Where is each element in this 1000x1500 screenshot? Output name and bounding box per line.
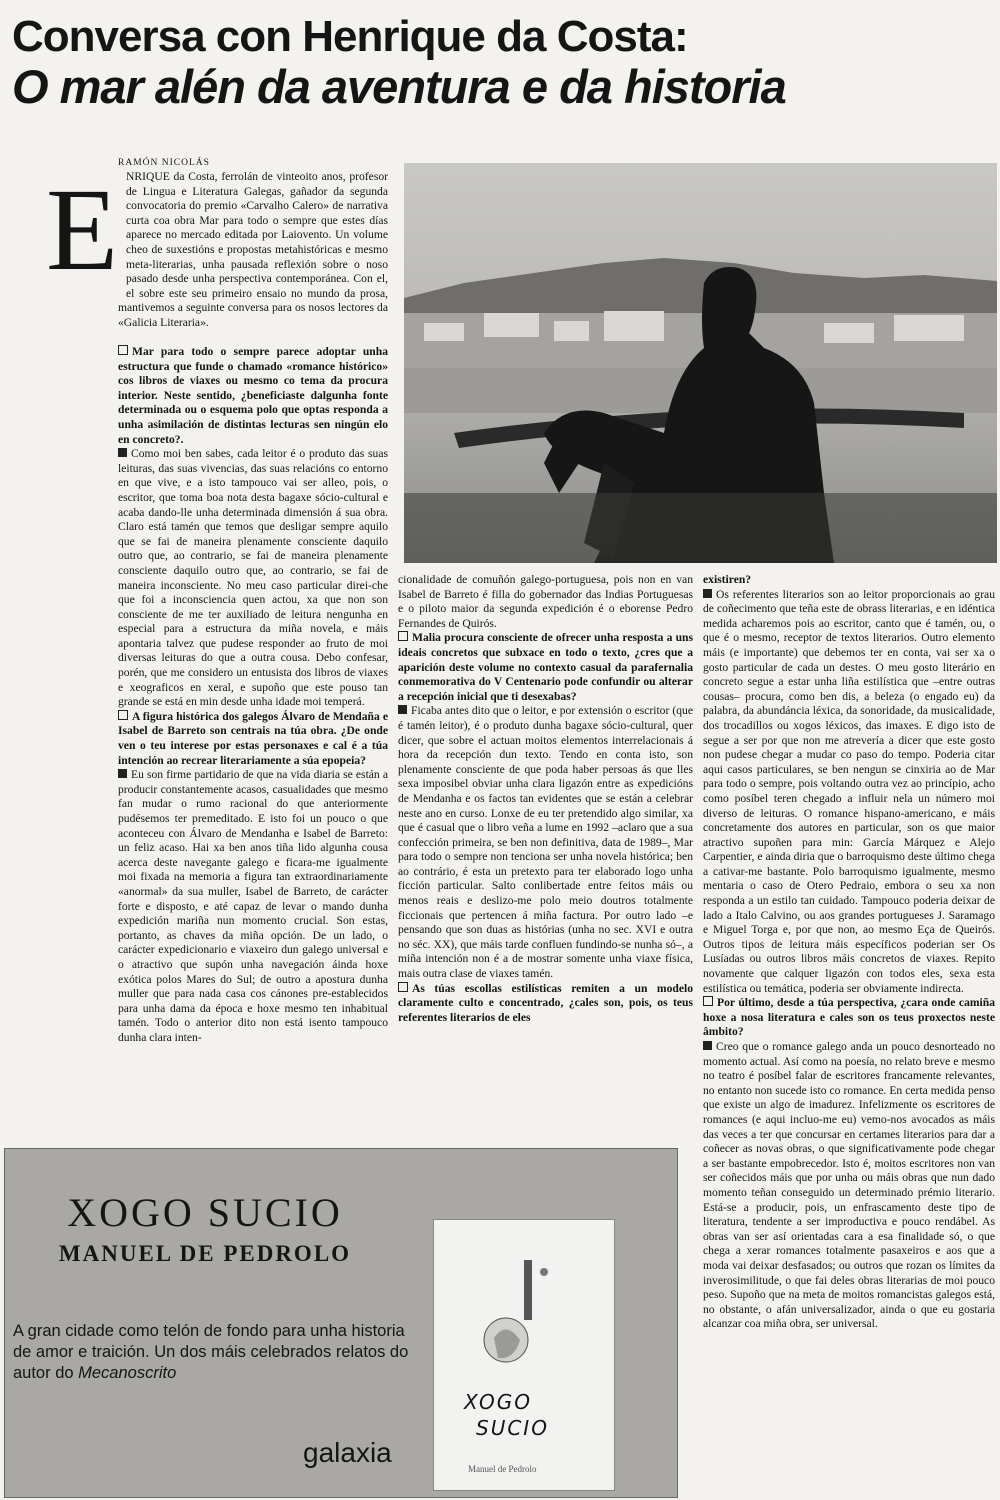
column-2 — [398, 573, 693, 1025]
book-cover — [433, 1219, 615, 1491]
column-3 — [703, 573, 995, 1332]
intro-paragraph: ENRIQUE da Costa, ferrolán de vinteoito anos, profesor de Lingua e Literatura Galegas, gañador da segunda convocatoria do premio «Carvalho Calero» de narrativa curta coa obra Mar para todo o sempre que estes días aparece no mercado editada por Laiovento. Un volume cheo de suxestións e propostas metahistóricas e mesmo meta-literarias, unha pausada reflexión sobre o noso pasado desde unha perspectiva contemporánea. Con el, el sobre este seu primeiro ensaio no mundo da prosa, mantivemos a seguinte conversa para os nosos lectores da «Galicia Literaria». — [46, 164, 388, 329]
column-1 — [46, 164, 388, 331]
answer-5: Creo que o romance galego anda un pouco desnorteado no momento actual. Así como na poesía, no relato breve e mesmo no teatro é posíbel falar de escritores francamente relevantes, no entanto non sucede isto co romance. En certa medida penso que existe un algo de imadurez. Infelizmente os escritores de romances (e aqui incluo-me eu) vemo-nos avocados as máis das veces a ter que concursar en certames literarios para dar a coñecer as novas obras, o que significativamente pode chegar a ser bastante empobrecedor. Isto é, moitos escritores non van ser coñecidos máis que por unha ou máis obras que nun dado momento teñan conseguido un determinado prémio literario. Está-se a producir, pois, un enfrascamento deste tipo de literatura, tendente a ser improductiva e pouco rendábel. As obras van ser así orientadas cara a esa finalidade só, o que chega a xerar romances totalmente pasaxeiros e aos que a moda vai deixar desfasados; ou outros que rozan os límites da inverosimilitude, o que fai deles obras literarias de moi pouco peso. Supoño que na meta de moitos romancistas galegos está, no obstante, o afán universalizador, ainda o que eu gostaria alcanzar coa miña obra, ser universal. — [703, 1040, 995, 1331]
answer-box-icon — [703, 589, 712, 598]
answer-box-icon — [703, 1041, 712, 1050]
question-5: Por último, desde a túa perspectiva, ¿cara onde camiña hoxe a nosa literatura e cales son os teus proxectos neste âmbito? — [703, 996, 995, 1039]
portrait-photo — [404, 163, 997, 563]
answer-box-icon — [118, 769, 127, 778]
question-4-continued: existiren? — [703, 573, 752, 586]
silhouette-photo-icon — [404, 163, 997, 563]
question-4: As túas escollas estilísticas remiten a un modelo claramente culto e concentrado, ¿cales son, pois, os teus referentes literarios de eles — [398, 981, 693, 1024]
answer-4: Os referentes literarios son ao leitor proporcionais ao grau de coñecimento que teña este de obrass literarias, e en idéntica medida acharemos pois ao escritor, canto que é tamén, ou, o que é o mesmo, receptor de textos literarios. Outro elemento máis (e importante) que debemos ter en conta, vai ser xa o gosto particular de cada un destes. O meu gosto literário en concreto segue a estar unha liña estilística que –entre outras cousas– procura, como ben dis, a beleza (o engado eu) da palabra, da abundáncia léxica, da sonoridade, da musicalidade, dos trocadillos ou xogos léxicos, das imaxes. E digo isto de segue a ser por que non me atrevería a dicer que este gosto non pudese chegar a mudar co paso do tempo. Poderia citar aqui casos particulares, se ben nengun se cinxiria ao de Mar para todo o sempre, pois voltando outra vez ao princípio, acho como posíbel teren chegado a influir nela un número moi diverso de leituras. O romance hispano-americano, e máis concretamente dos autores en particular, son os que maior atractivo supoñen para min: García Márquez e Alejo Carpentier, e ainda diria que o barroquismo deste último chega a cativar-me bastante. Polo barroquismo igualmente, mesmo mentaria o caso de Otero Pedraio, embora o seu xa non responda a un estilo tan cuidado. Tampouco poderia deixar de lado a Italo Calvino, ou aos grandes portugueses J. Saramago e Miguel Torga e, por que non, ao mesmo Eça de Queirós. Outros tipos de leitura máis específicos poderian ser Os Lusíadas ou outros libros máis concretos de viaxes. Repito novamente que calquer ligazón con todos eles, sexa esta estilística ou temática, poderia ser obviamente indirecta. — [703, 587, 995, 995]
answer-2: Eu son firme partidario de que na vida diaria se están a producir constantemente acasos, casualidades que mesmo fan mudar o rumo racional do que anteriormente pudésemos ter premeditado. E isto foi un pouco o que aconteceu con Álvaro de Mendanha e Isabel de Barreto: un feliz acaso. Hai xa ben anos tiña lido algunha cousa acerca deste navegante galego e ficara-me igualmente moi fixada na memoria a figura tan extraordinariamente «anormal» da sua muller, Isabel de Barreto, de carácter forte e disposto, e até capaz de levar o mando dunha expedición mariña nun momento crucial. Son estas, portanto, as chaves da miña opción. De un lado, o carácter expedicionario e viaxeiro dun galego universal e o atractivo que supón unha navegación áinda hoxe exótica polos Mares do Sul; de outro a apostura dunha muller que para nada casa cos cánones pre-establecidos para unha dama da época e hoxe mesmo ten inhabitual tamén. Todo o anterior dito non está isento tampouco dunha clara inten- — [118, 768, 388, 1044]
question-2: A figura histórica dos galegos Álvaro de Mendaña e Isabel de Barreto son centrais na túa obra. ¿De onde ven o teu interese por estas personaxes e cal é a túa intención ao recrear literariamente a súa epopeia? — [118, 709, 388, 767]
question-box-icon — [398, 631, 408, 641]
drop-cap: E — [46, 164, 119, 295]
headline — [12, 12, 988, 112]
question-box-icon — [118, 710, 128, 720]
ad-author: MANUEL DE PEDROLO — [58, 1241, 352, 1266]
book-advertisement — [4, 1148, 678, 1498]
headline-title: Conversa con Henrique da Costa: — [12, 12, 688, 61]
answer-box-icon — [398, 705, 407, 714]
answer-2-continued: cionalidade de comuñón galego-portuguesa, pois non en van Isabel de Barreto é filla do gobernador das Indias Portuguesas e o piloto maior da segunda expedición é o eborense Pedro Fernandes de Quirós. — [398, 573, 693, 630]
byline: RAMÓN NICOLÁS — [118, 158, 210, 168]
answer-3: Ficaba antes dito que o leitor, e por extensión o escritor (que é tamén leitor), é o produto dunha bagaxe sócio-cultural, quer dicer, que sobre el actuan moitos elementos interrelacionais á hora da recepción dun texto. Tendo en conta isto, son plenamente consciente de que poda haber persoas ás que lles sexa imposibel obviar unha clara ligazón entre as expedicións de Mendanha e os factos tan evidentes que se están a celebrar neste ano en curso. Lonxe de eu ter pretendido algo similar, xa que é casual que o libro veña a lume en 1992 –aclaro que a sua confección primeira, se ben non definitiva, data de 1989–, Mar para todo o sempre non tenciona ser unha novela histórica; ben ao contrário, é esta un pretexto para ter elaborado logo unha ficción particular. Salto conlibertade entre feitos máis ou menos reais e deslizo-me polo meio doutros totalmente ficcionais que pertencen á miña factura. Por outro lado –e pensando que son duas as histórias (unha no sec. XVI e outra no séc. XX), que máis tarde confluen fundindo-se nunha só–, a miña intención non é a de mostrar somente unha viaxe física, mais outra clase de viaxes tamén. — [398, 704, 693, 981]
question-box-icon — [703, 996, 713, 1006]
question-3: Malia procura consciente de ofrecer unha resposta a uns ideais concretos que subxace en todo o texto, ¿cres que a aparición deste volume no contexto casual da parafernalia conmemorativa do V Centenario pode confundir ou alterar a recepción inicial que ti desexabas? — [398, 631, 693, 703]
ad-description: A gran cidade como telón de fondo para unha historia de amor e traición. Un dos máis celebrados relatos do autor do Mecanoscrito — [13, 1322, 409, 1382]
ad-title: XOGO SUCIO — [67, 1190, 343, 1235]
book-cover-title-1: XOGO — [464, 1390, 532, 1414]
question-1: Mar para todo o sempre parece adoptar unha estructura que funde o chamado «romance histórico» cos libros de viaxes ou mesmo co tema da procura interior. Neste sentido, ¿beneficiaste dalgunha fonte determinada ou o esquema polo que optas responda a unha asimilación de distintas lecturas sen ningún elo en concreto?. — [118, 345, 388, 446]
publisher-logo: galaxia — [303, 1437, 392, 1468]
column-1-lower — [118, 345, 388, 1046]
answer-box-icon — [118, 448, 127, 457]
book-cover-art-icon — [434, 1220, 614, 1490]
answer-1: Como moi ben sabes, cada leitor é o produto das suas leituras, das suas vivencias, das suas relacións co entorno en que vive, e a isto tampouco vai ser alleo, pois, o escritor, que toma boa nota desta bagaxe sócio-cultural e acaba dando-lle unha determinada dimensión á sua obra. Claro está tamén que temos que desligar sempre aquilo que se fai de maneira plenamente consciente daquilo outro que, ao contrario, se fai de maneira plenamente consciente daquilo outro que, ao contrario, se fai de maneira inconsciente. No meu caso particular direi-che que foi a inconsciencia quen actou, xa que non son consciente de me ter auxiliado de leitura nengunha en especial para a estructura da miña novela, e máis apontaria talvez que pudese responder ao fruto de moi diversas leituras do que a outra cousa. Debo confesar, porén, que me considero un entusista dos libros de viaxes e xeograficos en xeral, e supoño que este pouso tan grande se está en min desde unha idade moi temperá. — [118, 447, 388, 709]
question-box-icon — [398, 982, 408, 992]
book-cover-author: Manuel de Pedrolo — [468, 1464, 537, 1474]
question-box-icon — [118, 345, 128, 355]
book-cover-title-2: SUCIO — [476, 1416, 549, 1440]
headline-subtitle: O mar alén da aventura e da historia — [12, 60, 786, 113]
